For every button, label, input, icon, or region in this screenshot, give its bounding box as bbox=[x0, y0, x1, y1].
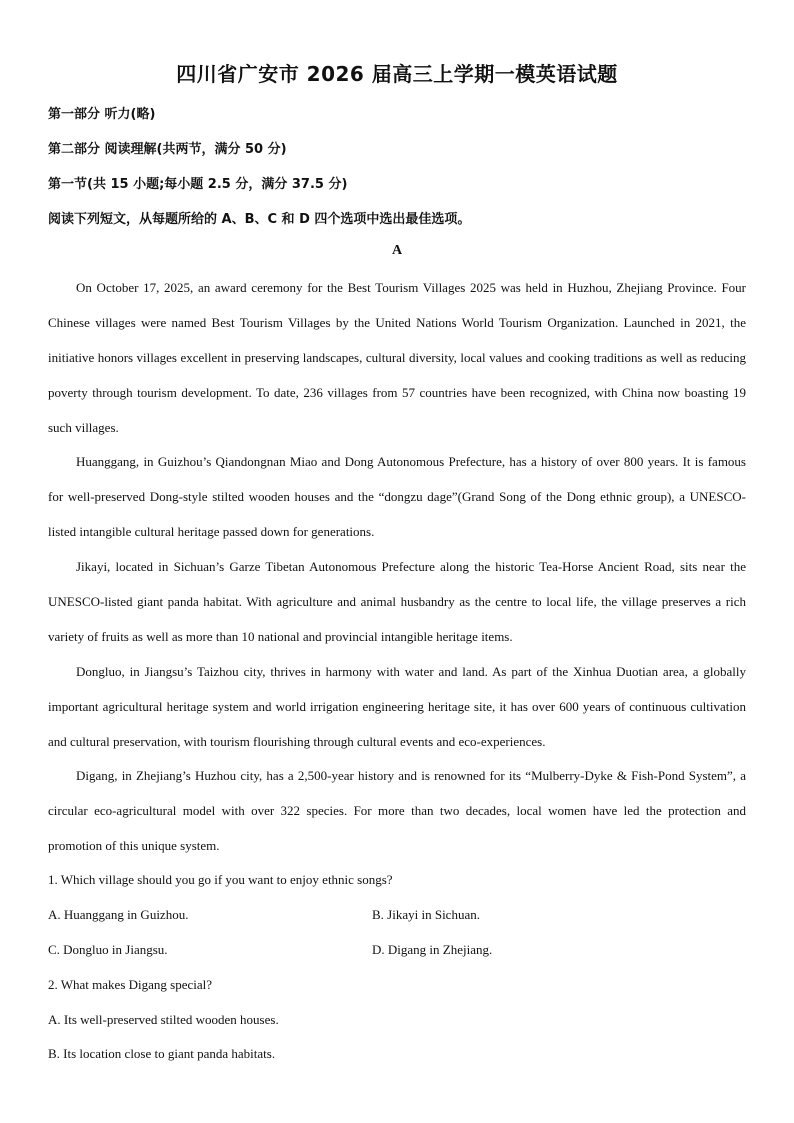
question-1-stem: 1. Which village should you go if you want to enjoy ethnic songs? bbox=[48, 872, 393, 887]
question-2-option-a: A. Its well-preserved stilted wooden houses. bbox=[48, 1012, 279, 1027]
question-1-option-b: B. Jikayi in Sichuan. bbox=[372, 907, 480, 922]
question-2-option-b: B. Its location close to giant panda habitats. bbox=[48, 1046, 276, 1061]
section1-heading: 第一节(共 15 小题;每小题 2.5 分，满分 37.5 分) bbox=[48, 177, 348, 192]
paragraph-intro: On October 17, 2025, an award ceremony for the Best Tourism Villages 2025 was held in Huzhou, Zhejiang Province. Four Chinese villages were named Best Tourism Villages by the United Nations World Tourism Organization. Launched in 2021, the initiative honors villages excellent in preserving landscapes, cultural diversity, local values and cooking traditions as well as reducing poverty through tourism development. To date, 236 villages from 57 countries have been recognized, with China now boasting 19 such villages. bbox=[48, 280, 746, 435]
paragraph-huanggang: Huanggang, in Guizhou’s Qiandongnan Miao and Dong Autonomous Prefecture, has a history of over 800 years. It is famous for well-preserved Dong-style stilted wooden houses and the “dongzu dage”(Grand Song of the Dong ethnic group), a UNESCO-listed intangible cultural heritage passed down for generations. bbox=[48, 454, 746, 539]
passage-label: A bbox=[391, 243, 403, 258]
page-title: 四川省广安市 2026 届高三上学期一模英语试题 bbox=[176, 62, 618, 86]
question-2-stem: 2. What makes Digang special? bbox=[48, 977, 213, 992]
part2-heading: 第二部分 阅读理解(共两节，满分 50 分) bbox=[48, 142, 287, 157]
instruction-text: 阅读下列短文，从每题所给的 A、B、C 和 D 四个选项中选出最佳选项。 bbox=[48, 212, 471, 227]
part1-heading: 第一部分 听力(略) bbox=[48, 107, 156, 122]
paragraph-dongluo: Dongluo, in Jiangsu’s Taizhou city, thrives in harmony with water and land. As part of the Xinhua Duotian area, a globally important agricultural heritage system and world irrigation engineering heritage site, it has over 600 years of continuous cultivation and cultural preservation, with tourism flourishing through cultural events and eco-experiences. bbox=[48, 664, 746, 749]
question-1-option-c: C. Dongluo in Jiangsu. bbox=[48, 942, 168, 957]
paragraph-jikayi: Jikayi, located in Sichuan’s Garze Tibetan Autonomous Prefecture along the historic Tea-Horse Ancient Road, sits near the UNESCO-listed giant panda habitat. With agriculture and animal husbandry as the centre to local life, the village preserves a rich variety of fruits as well as more than 10 national and provincial intangible heritage items. bbox=[48, 559, 746, 644]
question-1-option-d: D. Digang in Zhejiang. bbox=[372, 942, 493, 957]
question-1-option-a: A. Huanggang in Guizhou. bbox=[48, 907, 189, 922]
paragraph-digang: Digang, in Zhejiang’s Huzhou city, has a 2,500-year history and is renowned for its “Mulberry-Dyke & Fish-Pond System”, a circular eco-agricultural model with over 322 species. For more than two decades, local women have led the protection and promotion of this unique system. bbox=[48, 768, 746, 853]
